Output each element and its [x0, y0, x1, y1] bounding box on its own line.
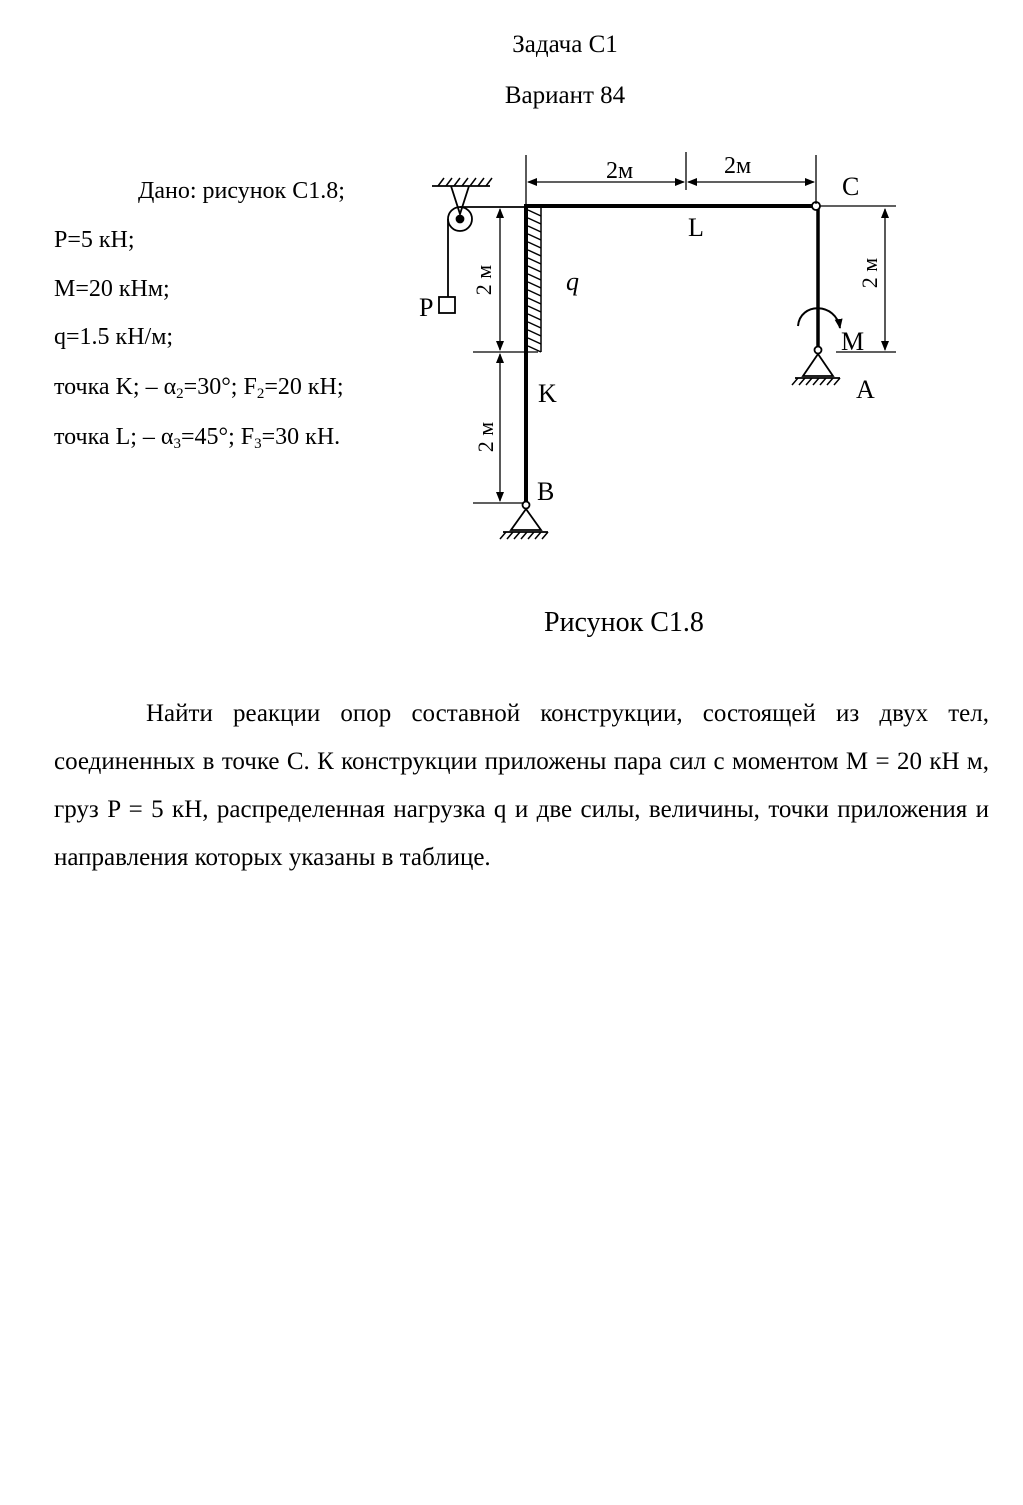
- dim-left-lower-label: 2 м: [473, 421, 498, 453]
- pin-support-b-icon: [500, 502, 548, 540]
- given-moment-m: M=20 кНм;: [54, 276, 170, 302]
- pin-support-a-icon: [792, 347, 840, 386]
- frame-members: [526, 204, 818, 505]
- point-b-label: B: [537, 477, 555, 506]
- point-k-label: K: [538, 379, 557, 408]
- variant-title: Вариант 84: [504, 82, 626, 109]
- point-c-label: C: [842, 172, 860, 201]
- dim-top-right-label: 2м: [724, 153, 752, 179]
- distributed-load: [528, 207, 541, 352]
- given-point-k: точка K; – $\alpha_2=30^\circ$; $F_2=20$ кН;: [54, 374, 344, 402]
- task-description: Найти реакции опор составной конструкции, состоящей из двух тел, соединенных в точке С. К конструкции приложены пара сил с моментом M = 20 кН м, груз P = 5 кН, распределенная нагрузка q и две силы, величины, точки приложения и направления которых указаны в таблице.: [54, 700, 989, 871]
- weight-p-label: P: [419, 293, 434, 322]
- given-load-p: P=5 кН;: [54, 227, 135, 253]
- given-figure-ref: Дано: рисунок С1.8;: [138, 178, 345, 204]
- structure-diagram: [400, 140, 900, 550]
- given-point-l: точка L; – $\alpha_3=45^\circ$; $F_3=30$ кН.: [54, 424, 341, 452]
- dim-right-label: 2 м: [857, 257, 882, 289]
- dim-left-upper-label: 2 м: [471, 264, 496, 296]
- point-a-label: A: [856, 375, 875, 404]
- moment-m-label: M: [841, 327, 865, 356]
- figure-caption: Рисунок С1.8: [544, 607, 704, 638]
- load-q-label: q: [566, 267, 579, 296]
- task-title: Задача С1: [512, 31, 618, 58]
- given-distributed-q: q=1.5 кН/м;: [54, 324, 174, 350]
- dim-top-left-label: 2м: [606, 158, 634, 184]
- point-l-label: L: [688, 213, 704, 242]
